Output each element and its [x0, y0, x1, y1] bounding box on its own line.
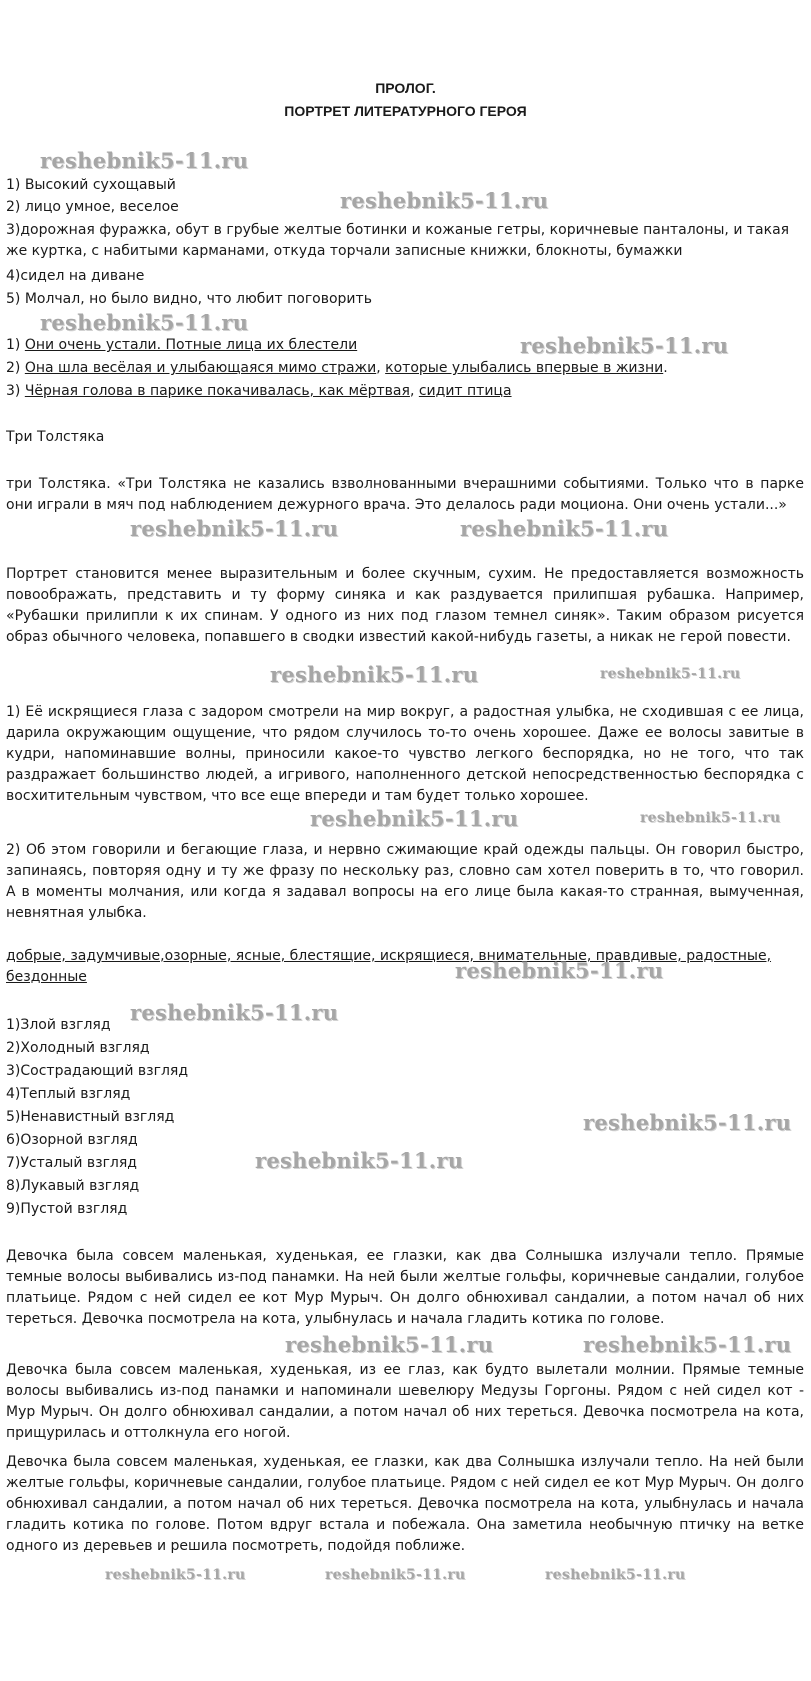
adjectives-list: добрые, задумчивые,озорные, ясные, блестящие, искрящиеся, внимательные, правдивые, радостные, бездонные	[6, 948, 772, 985]
phrase-line	[6, 358, 804, 379]
feature-item: 5) Молчал, но было видно, что любит поговорить	[6, 291, 372, 307]
doc-title: ПРОЛОГ.	[375, 80, 436, 96]
doc-subtitle: ПОРТРЕТ ЛИТЕРАТУРНОГО ГЕРОЯ	[284, 103, 527, 119]
watermark: reshebnik5-11.ru	[520, 333, 729, 358]
phrase-separator: ,	[409, 383, 419, 399]
look-item: 4)Теплый взгляд	[6, 1086, 131, 1102]
phrase-line	[6, 381, 804, 402]
watermark: reshebnik5-11.ru	[600, 666, 741, 682]
watermark: reshebnik5-11.ru	[130, 516, 339, 541]
portrait-paragraph: Портрет становится менее выразительным и более скучным, сухим. Не предоставляется возможность повоображать, представить и ту форму синяка и как раздувается прилипшая рубашка. Например, «Рубашки прилипли к их спинам. У одного из них под глазом темнел синяк». Таким образом рисуется образ обычного человека, попавшего в сводки известий какой-нибудь газеты, а никак не герой повести.	[6, 566, 804, 645]
watermark: reshebnik5-11.ru	[583, 1110, 792, 1135]
girl-paragraph-1: Девочка была совсем маленькая, худенькая, ее глазки, как два Солнышка излучали тепло. Прямые темные волосы выбивались из-под панамки. На ней были желтые гольфы, коричневые сандалии, голубое платьице. Рядом с ней сидел ее кот Мур Мурыч. Он долго обнюхивал сандалии, а потом начал об них тереться. Девочка посмотрела на кота, улыбнулась и начала гладить котика по голове.	[6, 1248, 804, 1327]
watermark: reshebnik5-11.ru	[130, 1000, 339, 1025]
girl-paragraph-2: Девочка была совсем маленькая, худенькая, из ее глаз, как будто вылетали молнии. Прямые темные волосы выбивались из-под панамки и напоминали шевелюру Медузы Горгоны. Рядом с ней сидел кот - Мур Мурыч. Он долго обнюхивал сандалии, а потом начал об них тереться. Девочка посмотрела на кота, прищурилась и оттолкнула его ногой.	[6, 1362, 804, 1441]
phrase-number: 2)	[6, 360, 25, 376]
watermark: reshebnik5-11.ru	[285, 1332, 494, 1357]
phrase-number: 3)	[6, 383, 25, 399]
heading-three-fat-men: Три Толстяка	[6, 429, 105, 445]
eyes-paragraph-2: 2) Об этом говорили и бегающие глаза, и нервно сжимающие край одежды пальцы. Он говорил быстро, запинаясь, повторяя одну и ту же фразу по нескольку раз, словно сам хотел поверить в то, что говорил. А в моменты молчания, или когда я задавал вопросы на его лице была какая-то странная, вымученная, невнятная улыбка.	[6, 842, 804, 921]
watermark: reshebnik5-11.ru	[310, 806, 519, 831]
look-item: 6)Озорной взгляд	[6, 1132, 138, 1148]
watermark: reshebnik5-11.ru	[640, 810, 781, 826]
feature-item: 4)сидел на диване	[6, 268, 145, 284]
phrase-number: 1)	[6, 337, 25, 353]
underlined-phrase: которые улыбались впервые в жизни	[385, 360, 664, 376]
watermark: reshebnik5-11.ru	[325, 1567, 466, 1583]
look-item: 2)Холодный взгляд	[6, 1040, 150, 1056]
feature-item: 3)дорожная фуражка, обут в грубые желтые ботинки и кожаные гетры, коричневые панталоны, и такая же куртка, с набитыми карманами, откуда торчали записные книжки, блокноты, бумажки	[6, 222, 790, 259]
watermark: reshebnik5-11.ru	[270, 662, 479, 687]
watermark: reshebnik5-11.ru	[455, 958, 664, 983]
watermark: reshebnik5-11.ru	[583, 1332, 792, 1357]
feature-item: 2) лицо умное, веселое	[6, 199, 179, 215]
underlined-phrase: Она шла весёлая и улыбающаяся мимо стражи	[24, 360, 377, 376]
look-item: 1)Злой взгляд	[6, 1017, 111, 1033]
watermark: reshebnik5-11.ru	[105, 1567, 246, 1583]
quote-paragraph: три Толстяка. «Три Толстяка не казались взволнованными вчерашними событиями. Только что в парке они играли в мяч под наблюдением дежурного врача. Это делалось ради моциона. Они очень устали...»	[6, 476, 804, 513]
underlined-phrase: Чёрная голова в парике покачивалась, как мёртвая	[24, 383, 410, 399]
girl-paragraph-3: Девочка была совсем маленькая, худенькая, ее глазки, как два Солнышка излучали тепло. На ней были желтые гольфы, коричневые сандалии, голубое платьице. Рядом с ней сидел ее кот Мур Мурыч. Он долго обнюхивал сандалии, а потом начал об них тереться. Девочка посмотрела на кота, улыбнулась и начала гладить котика по голове. Потом вдруг встала и побежала. Она заметила необычную птичку на ветке одного из деревьев и решила посмотреть, подойдя поближе.	[6, 1454, 804, 1554]
watermark: reshebnik5-11.ru	[340, 188, 549, 213]
underlined-phrase: Они очень устали. Потные лица их блестели	[24, 337, 358, 353]
phrase-separator: ,	[376, 360, 386, 376]
watermark: reshebnik5-11.ru	[545, 1567, 686, 1583]
watermark: reshebnik5-11.ru	[40, 310, 249, 335]
look-item: 8)Лукавый взгляд	[6, 1178, 140, 1194]
look-item: 3)Сострадающий взгляд	[6, 1063, 189, 1079]
underlined-phrase: сидит птица	[418, 383, 512, 399]
look-item: 5)Ненавистный взгляд	[6, 1109, 175, 1125]
watermark: reshebnik5-11.ru	[40, 148, 249, 173]
look-item: 7)Усталый взгляд	[6, 1155, 137, 1171]
look-item: 9)Пустой взгляд	[6, 1201, 128, 1217]
phrase-end: .	[663, 360, 668, 376]
feature-item: 1) Высокий сухощавый	[6, 177, 176, 193]
watermark: reshebnik5-11.ru	[255, 1148, 464, 1173]
eyes-paragraph-1: 1) Её искрящиеся глаза с задором смотрели на мир вокруг, а радостная улыбка, не сходившая с ее лица, дарила окружающим ощущение, что рядом случилось то-то очень хорошее. Даже ее волосы завитые в кудри, напоминавшие волны, приносили какое-то чувство легкого беспорядка, но не того, что так раздражает большинство людей, а игривого, наполненного детской непосредственностью беспорядка с восхитительным чувством, что все еще впереди и там будет только хорошее.	[6, 704, 804, 804]
watermark: reshebnik5-11.ru	[460, 516, 669, 541]
